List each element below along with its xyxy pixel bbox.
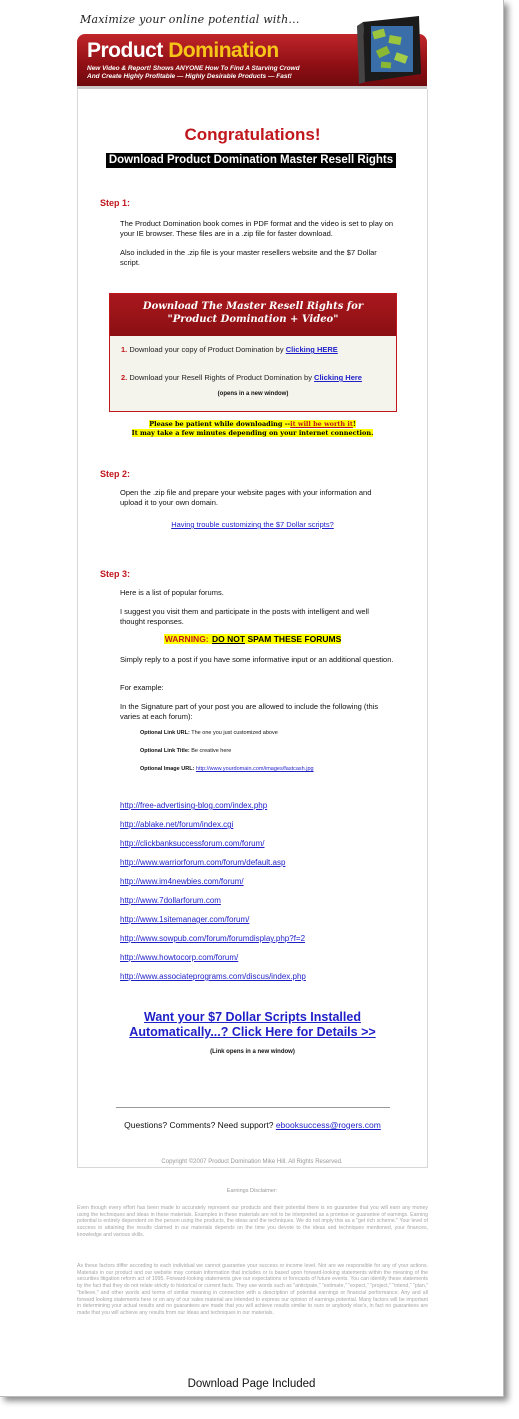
support-line bbox=[78, 1120, 427, 1130]
download-box-heading bbox=[110, 294, 396, 336]
optional-link-title-label: Optional Link Title: bbox=[140, 748, 190, 754]
optional-link-title-value: Be creative here bbox=[191, 748, 232, 754]
download-item-1 bbox=[121, 345, 338, 354]
patience-line2: It may take a few minutes depending on your internet connection. bbox=[131, 429, 374, 437]
download-item-2 bbox=[121, 373, 362, 382]
disclaimer-title: Earnings Disclaimer: bbox=[226, 1188, 278, 1194]
patience-line1-b: it will be worth it bbox=[290, 420, 353, 428]
optional-link-url-value: The one you just customized above bbox=[191, 730, 278, 736]
warning-rest: SPAM THESE FORUMS bbox=[247, 634, 342, 644]
warning-do-not: DO NOT bbox=[212, 634, 246, 644]
main-content bbox=[77, 89, 428, 1168]
forum-link[interactable]: http://free-advertising-blog.com/index.php bbox=[120, 801, 268, 810]
forum-link[interactable]: http://www.sowpub.com/forum/forumdisplay.php?f=2 bbox=[120, 934, 306, 943]
product-title bbox=[87, 39, 279, 63]
download-book-link[interactable]: Clicking HERE bbox=[285, 345, 338, 354]
disclaimer-paragraph2: As these factors differ according to each individual we cannot guarantee your success or income level. Nor are we responsible for any of your actions. Materials in our product and our website may contain information that includes or is based upon forward-looking statements within the meaning of the securities litigation reform act of 1995. Forward-looking statements give our expectations or forecasts of future events. You can identify these statements by the fact that they do not relate strictly to historical or current facts. They use words such as "anticipate," "estimate," "expect," "project," "intend," "plan," "believe," and other words and terms of similar meaning in connection with a description of potential earnings or financial performance. Any and all forward looking statements here or on any of our sales material are intended to express our opinion of earnings potential. Many factors will be important in determining your actual results and no guarantees are made that you will achieve results similar to ours or anybody else's, in fact no guarantees are made that you will achieve any results from our ideas and techniques in our materials. bbox=[77, 1263, 428, 1316]
download-box-heading-line1: Download The Master Resell Rights for bbox=[142, 301, 364, 312]
product-box-icon bbox=[343, 16, 425, 86]
forum-link[interactable]: http://www.associateprograms.com/discus/index.php bbox=[120, 972, 306, 981]
banner-subtitle bbox=[87, 65, 300, 81]
support-text: Questions? Comments? Need support? bbox=[124, 1120, 274, 1130]
patience-line1-c: ! bbox=[352, 420, 356, 428]
product-title-part2: Domination bbox=[168, 39, 279, 62]
scripts-install-cta-link[interactable] bbox=[78, 1010, 427, 1040]
optional-link-url bbox=[140, 730, 278, 736]
forum-link[interactable]: http://www.howtocorp.com/forum/ bbox=[120, 953, 239, 962]
step1-paragraph2: Also included in the .zip file is your master resellers website and the $7 Dollar script. bbox=[120, 248, 377, 267]
copyright: Copyright ©2007 Product Domination Mike Hill. All Rights Reserved. bbox=[161, 1159, 343, 1165]
download-rights-link[interactable]: Clicking Here bbox=[314, 373, 362, 382]
cta-line2: Automatically...? Click Here for Details >> bbox=[129, 1025, 376, 1039]
patience-line1-a: Please be patient while downloading -- bbox=[149, 420, 291, 428]
optional-image-url-label: Optional Image URL: bbox=[140, 766, 195, 772]
optional-link-url-label: Optional Link URL: bbox=[140, 730, 190, 736]
download-box-note: (opens in a new window) bbox=[217, 391, 289, 397]
step1-label: Step 1: bbox=[100, 198, 131, 208]
download-title-bar: Download Product Domination Master Resell Rights bbox=[106, 153, 396, 168]
step3-paragraph1: Here is a list of popular forums. bbox=[120, 588, 224, 597]
step3-paragraph3: Simply reply to a post if you have some informative input or an additional question. bbox=[120, 655, 394, 664]
warning-label: WARNING: bbox=[164, 634, 209, 644]
page-caption: Download Page Included bbox=[187, 1378, 316, 1390]
banner-subtitle-line2: And Create Highly Profitable — Highly Desirable Products — Fast! bbox=[87, 73, 292, 80]
support-email-link[interactable]: ebooksuccess@rogers.com bbox=[275, 1120, 381, 1130]
step2-paragraph: Open the .zip file and prepare your website pages with your information and upload it to your own domain. bbox=[120, 488, 372, 507]
download-box bbox=[109, 293, 397, 412]
customize-help-link[interactable]: Having trouble customizing the $7 Dollar scripts? bbox=[171, 520, 334, 529]
banner-subtitle-line1: New Video & Report! Shows ANYONE How To Find A Starving Crowd bbox=[87, 65, 300, 72]
forum-link[interactable]: http://www.1sitemanager.com/forum/ bbox=[120, 915, 250, 924]
forum-link[interactable]: http://clickbanksuccessforum.com/forum/ bbox=[120, 839, 265, 848]
disclaimer-paragraph1: Even though every effort has been made to accurately represent our products and their potential there is no guarantee that you will earn any money using the techniques and ideas in these materials. Examples in these materials are not to be interpreted as a promise or guarantee of earnings. Earning potential is entirely dependent on the person using the products, the ideas and the techniques. We do not imply this as a "get rich scheme." Your level of success in attaining the results claimed in our materials depends on the time you devote to the ideas and techniques mentioned, your finances, knowledge and various skills. bbox=[77, 1205, 428, 1238]
product-title-part1: Product bbox=[87, 39, 163, 62]
patience-notice bbox=[78, 420, 427, 438]
tagline: Maximize your online potential with... bbox=[80, 13, 300, 26]
optional-image-url-value[interactable]: http://www.yourdomain.com/images/fastcash.jpg bbox=[195, 766, 314, 772]
cta-note: (Link opens in a new window) bbox=[210, 1049, 295, 1055]
download-item-1-text: Download your copy of Product Domination by bbox=[129, 345, 284, 354]
step3-paragraph5: In the Signature part of your post you are allowed to include the following (this varies at each forum): bbox=[120, 702, 379, 721]
download-item-1-number: 1. bbox=[121, 345, 128, 354]
forum-link[interactable]: http://ablake.net/forum/index.cgi bbox=[120, 820, 234, 829]
forum-link[interactable]: http://www.im4newbies.com/forum/ bbox=[120, 877, 244, 886]
step3-paragraph4: For example: bbox=[120, 683, 164, 692]
download-box-heading-line2: "Product Domination + Video" bbox=[167, 314, 339, 325]
step2-label: Step 2: bbox=[100, 469, 131, 479]
spam-warning bbox=[78, 634, 427, 644]
step1-paragraph1: The Product Domination book comes in PDF format and the video is set to play on your IE browser. These files are in a .zip file for faster download. bbox=[120, 219, 394, 238]
optional-image-url bbox=[140, 766, 314, 772]
forum-link[interactable]: http://www.7dollarforum.com bbox=[120, 896, 221, 905]
step3-label: Step 3: bbox=[100, 569, 131, 579]
download-item-2-number: 2. bbox=[121, 373, 128, 382]
cta-line1: Want your $7 Dollar Scripts Installed bbox=[144, 1010, 361, 1024]
step3-paragraph2: I suggest you visit them and participate in the posts with intelligent and well thought responses. bbox=[120, 607, 369, 626]
divider bbox=[116, 1107, 390, 1108]
optional-link-title bbox=[140, 748, 231, 754]
forum-link[interactable]: http://www.warriorforum.com/forum/default.asp bbox=[120, 858, 286, 867]
congrats-heading: Congratulations! bbox=[184, 125, 321, 144]
download-item-2-text: Download your Resell Rights of Product Domination by bbox=[129, 373, 312, 382]
